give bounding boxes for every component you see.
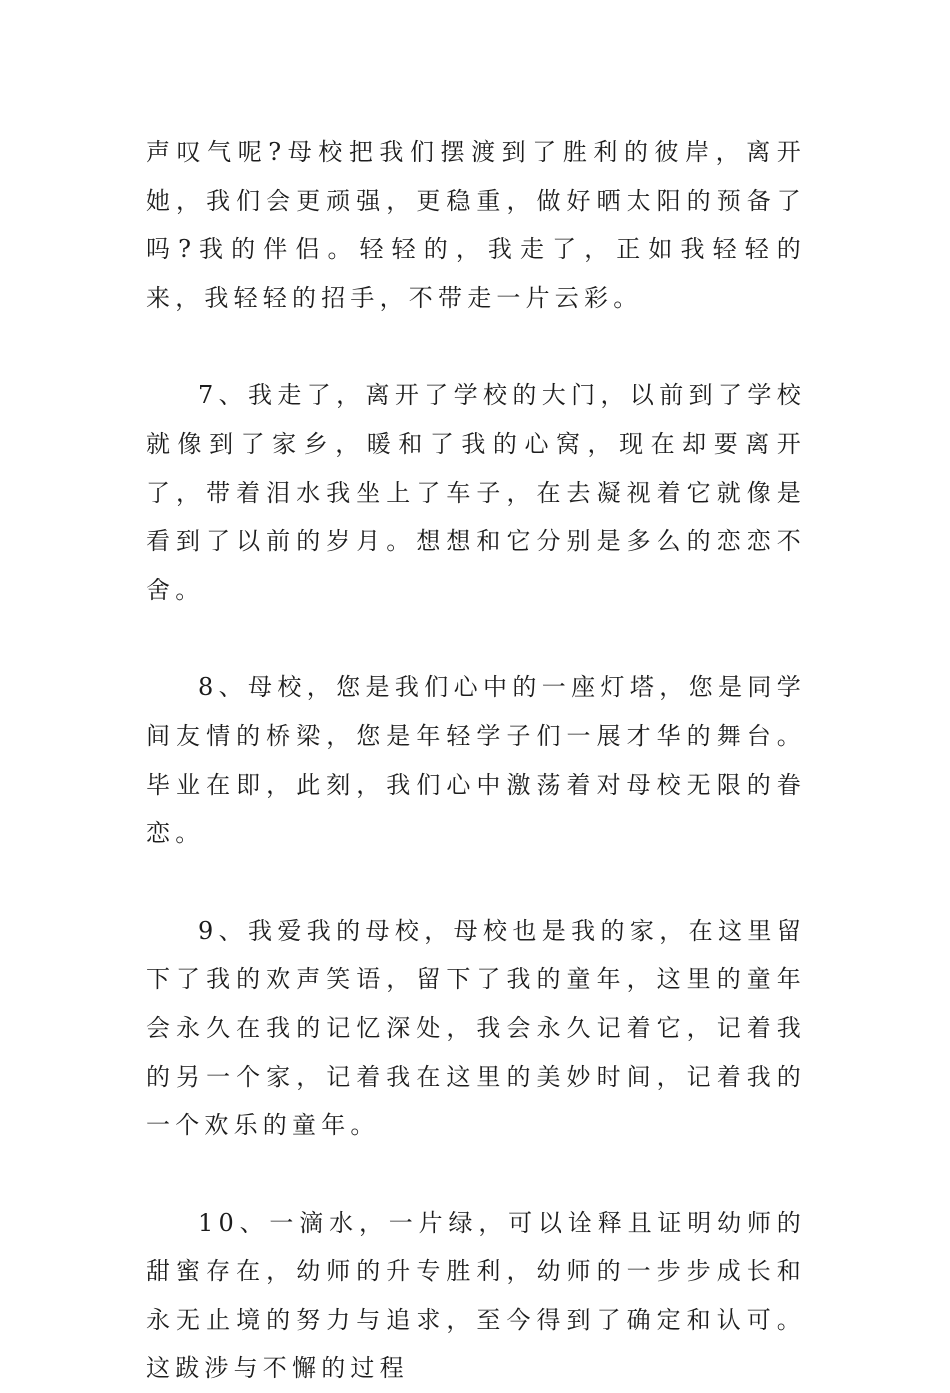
- paragraph-item-7: 7、我走了，离开了学校的大门，以前到了学校就像到了家乡，暖和了我的心窝，现在却要离开了，带着泪水我坐上了车子，在去凝视着它就像是看到了以前的岁月。想想和它分别是多么的恋恋不舍。: [146, 381, 806, 604]
- document-body: [146, 128, 806, 1393]
- paragraph-item-8: 8、母校，您是我们心中的一座灯塔，您是同学间友情的桥梁，您是年轻学子们一展才华的舞台。毕业在即，此刻，我们心中激荡着对母校无限的眷恋。: [146, 673, 806, 848]
- paragraph-item-9: 9、我爱我的母校，母校也是我的家，在这里留下了我的欢声笑语，留下了我的童年，这里的童年会永久在我的记忆深处，我会永久记着它，记着我的另一个家，记着我在这里的美妙时间，记着我的一个欢乐的童年。: [146, 916, 806, 1140]
- paragraph-continuation: 声叹气呢?母校把我们摆渡到了胜利的彼岸，离开她，我们会更顽强，更稳重，做好晒太阳的预备了吗?我的伴侣。轻轻的，我走了，正如我轻轻的来，我轻轻的招手，不带走一片云彩。: [146, 138, 806, 312]
- paragraph-item-10: 10、一滴水，一片绿，可以诠释且证明幼师的甜蜜存在，幼师的升专胜利，幼师的一步步成长和永无止境的努力与追求，至今得到了确定和认可。这跋涉与不懈的过程: [146, 1208, 806, 1383]
